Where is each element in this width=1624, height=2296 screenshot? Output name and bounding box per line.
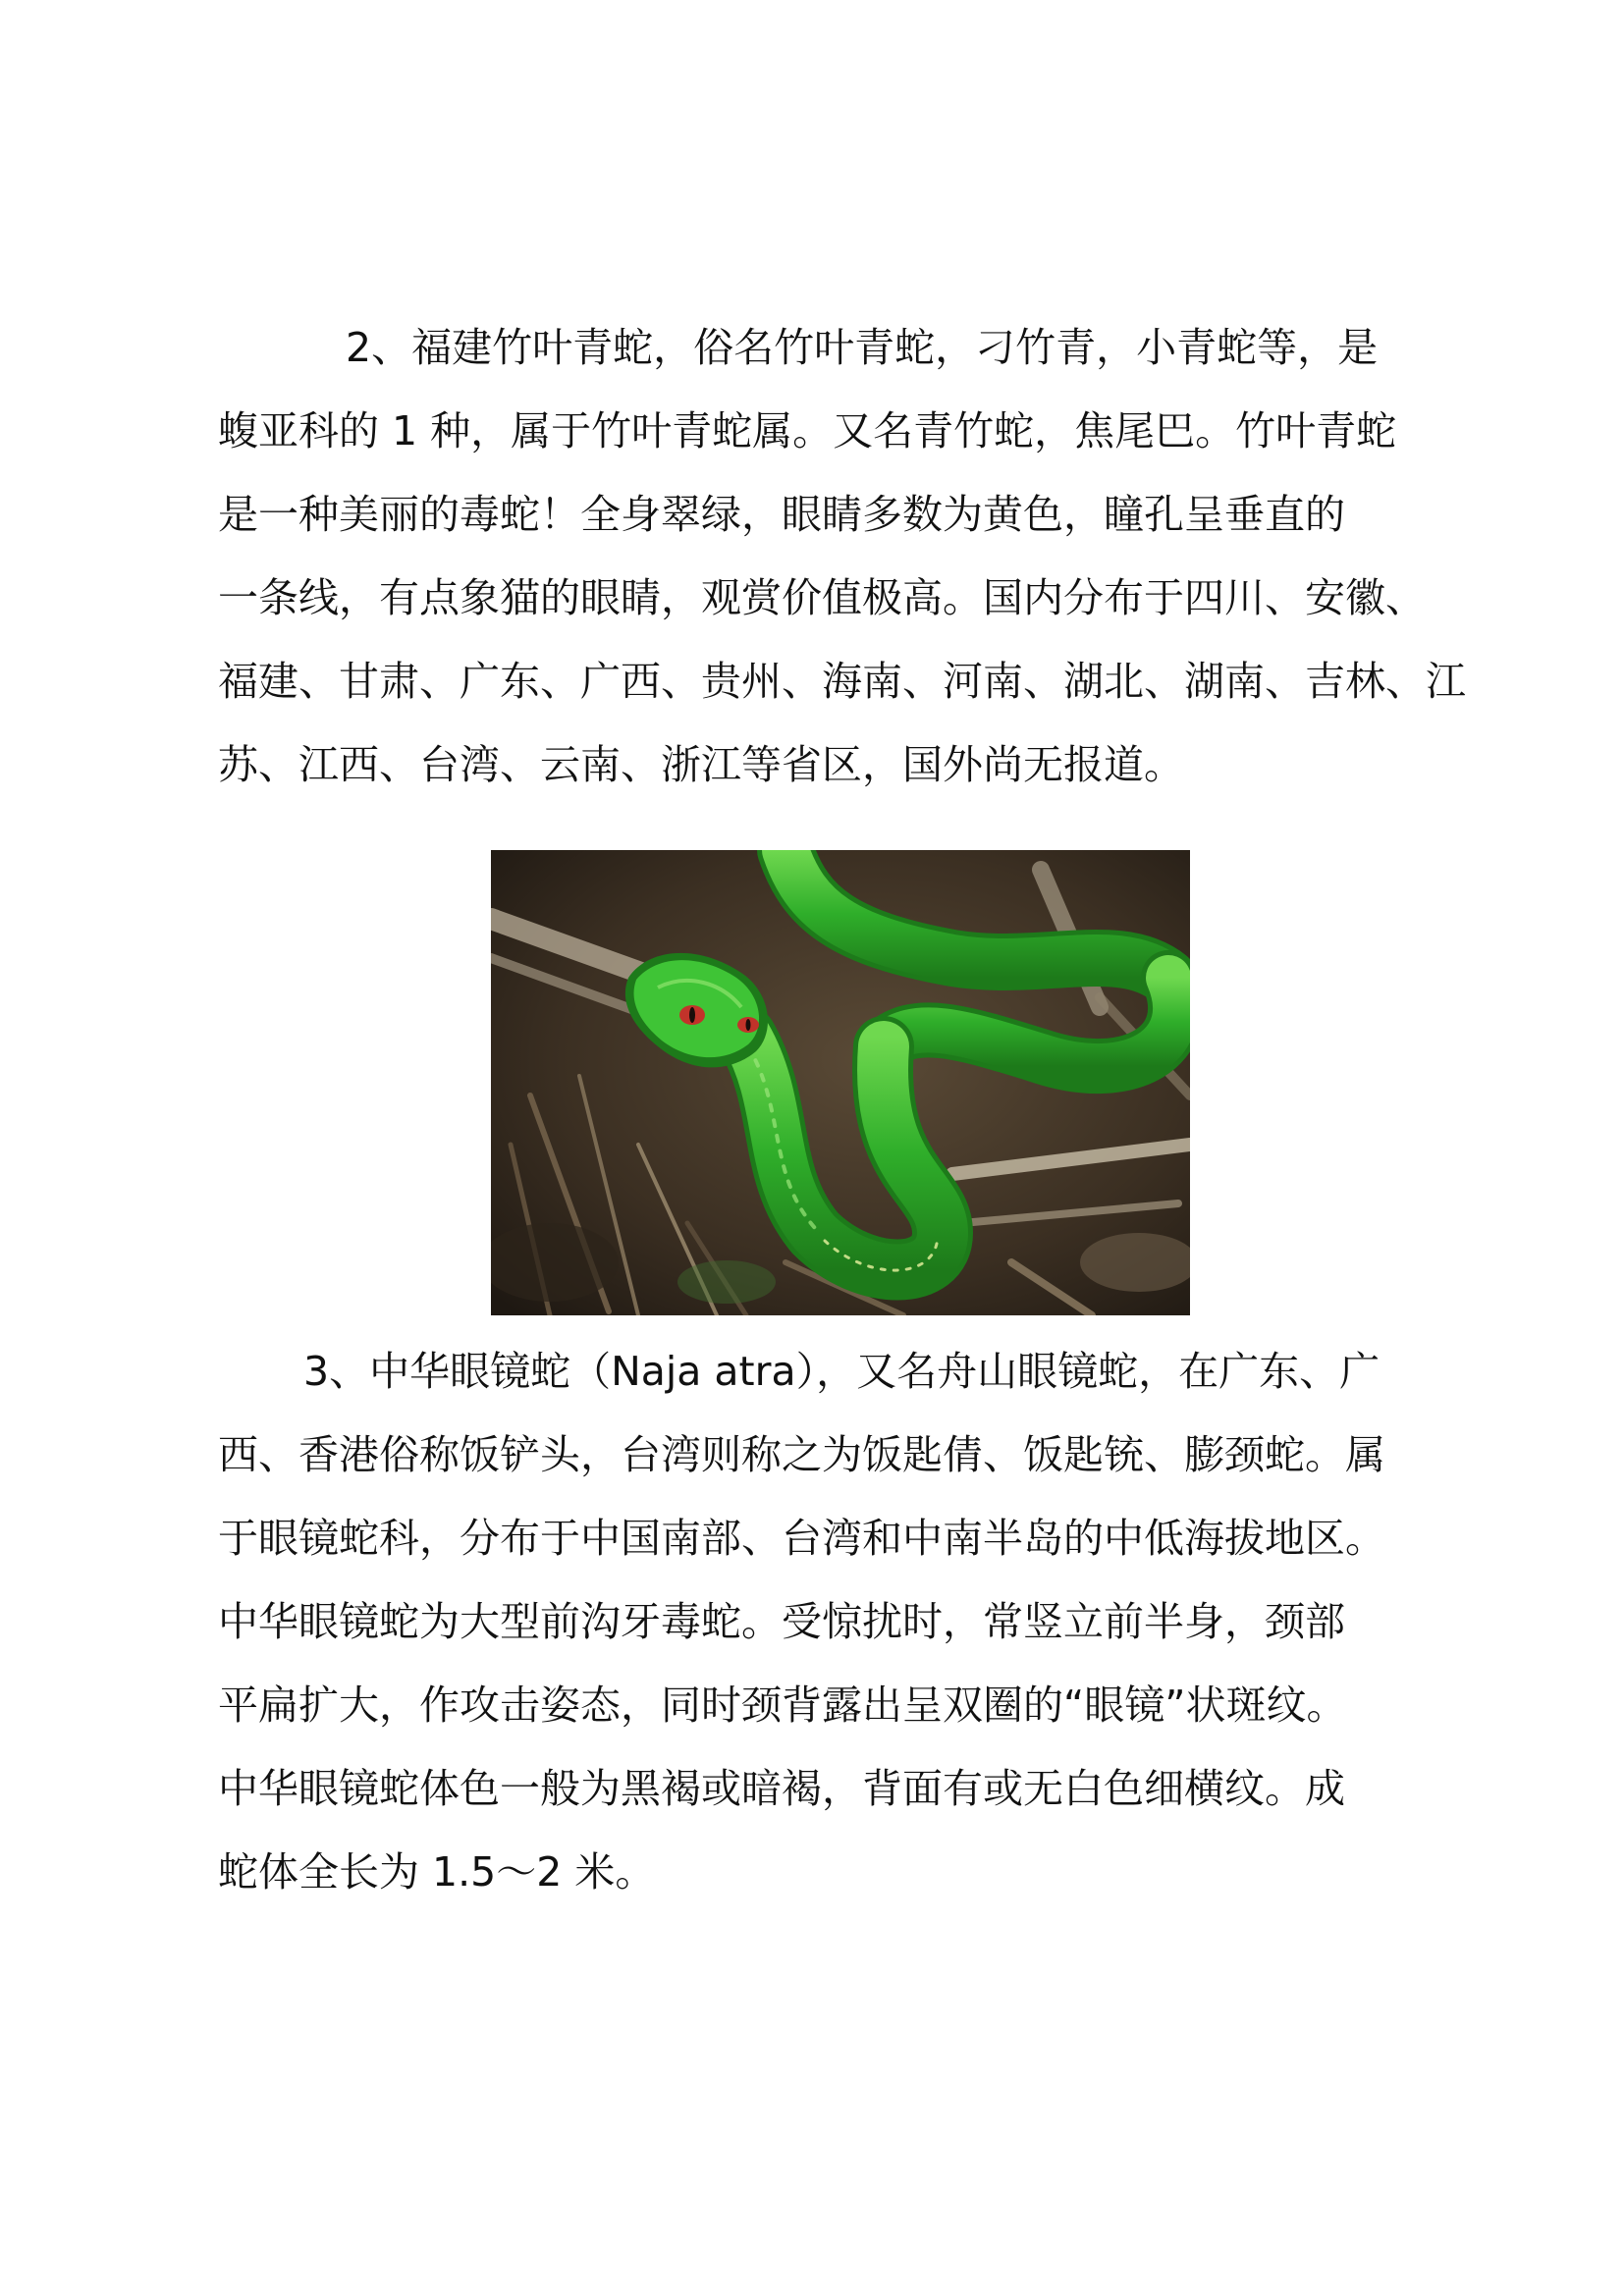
paragraph-line: 中华眼镜蛇体色一般为黑褐或暗褐，背面有或无白色细横纹。成 <box>218 1765 1345 1812</box>
paragraph-line: 蛇体全长为 1.5～2 米。 <box>218 1848 656 1896</box>
paragraph-line: 中华眼镜蛇为大型前沟牙毒蛇。受惊扰时，常竖立前半身，颈部 <box>218 1598 1345 1645</box>
snake-illustration <box>491 850 1190 1315</box>
paragraph-line: 西、香港俗称饭铲头，台湾则称之为饭匙倩、饭匙铳、膨颈蛇。属 <box>218 1431 1385 1478</box>
paragraph-chinese-cobra <box>218 1330 1445 1914</box>
paragraph-line: 苏、江西、台湾、云南、浙江等省区，国外尚无报道。 <box>218 741 1184 788</box>
paragraph-line: 3、中华眼镜蛇（Naja atra），又名舟山眼镜蛇，在广东、广 <box>303 1348 1380 1395</box>
paragraph-bamboo-viper <box>218 306 1466 807</box>
paragraph-line: 一条线，有点象猫的眼睛，观赏价值极高。国内分布于四川、安徽、 <box>218 574 1426 621</box>
paragraph-line: 福建、甘肃、广东、广西、贵州、海南、河南、湖北、湖南、吉林、江 <box>218 658 1466 705</box>
green-pit-viper-photo <box>491 850 1190 1315</box>
paragraph-line: 于眼镜蛇科，分布于中国南部、台湾和中南半岛的中低海拔地区。 <box>218 1515 1385 1562</box>
paragraph-line: 平扁扩大，作攻击姿态，同时颈背露出呈双圈的“眼镜”状斑纹。 <box>218 1682 1347 1729</box>
paragraph-line: 2、福建竹叶青蛇，俗名竹叶青蛇，刁竹青，小青蛇等，是 <box>346 324 1379 371</box>
paragraph-line: 是一种美丽的毒蛇！全身翠绿，眼睛多数为黄色，瞳孔呈垂直的 <box>218 491 1345 538</box>
paragraph-line: 蝮亚科的 1 种，属于竹叶青蛇属。又名青竹蛇，焦尾巴。竹叶青蛇 <box>218 407 1397 454</box>
